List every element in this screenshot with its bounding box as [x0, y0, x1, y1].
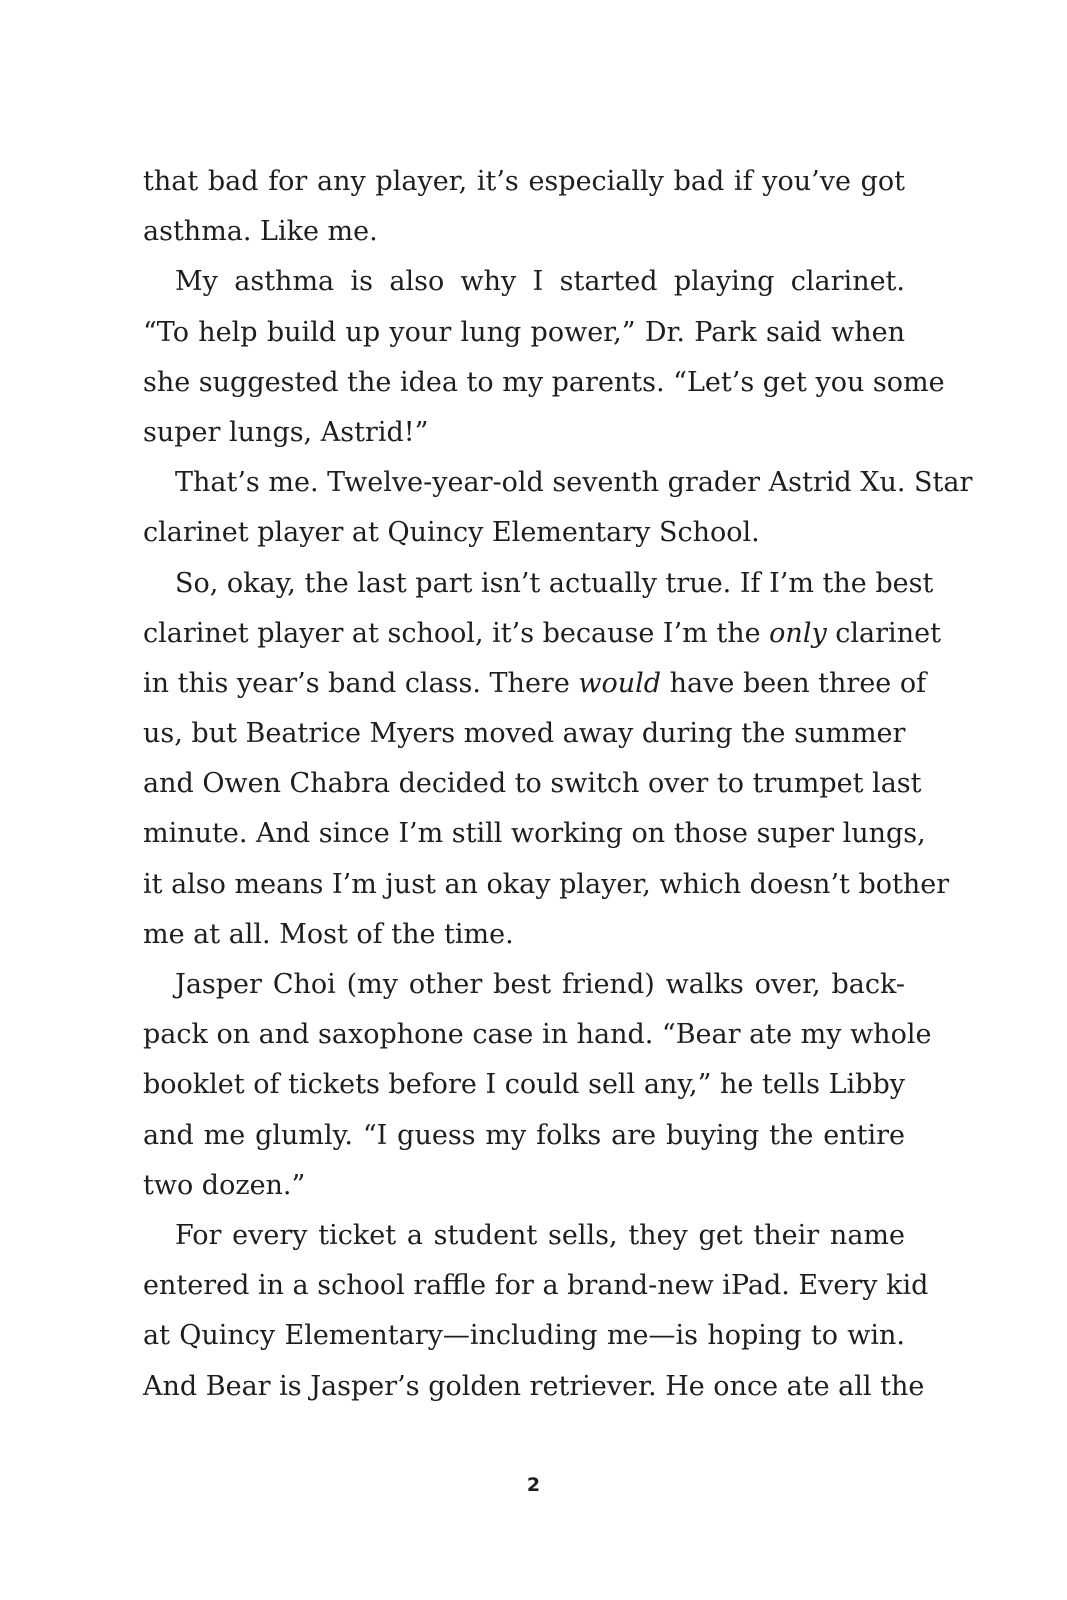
- text-line: And Bear is Jasper’s golden retriever. He once ate all the: [143, 1370, 925, 1402]
- text-line: asthma. Like me.: [143, 216, 378, 248]
- text-segment: in this year’s band class. There: [143, 667, 579, 699]
- text-segment: clarinet: [826, 617, 941, 649]
- text-line: that bad for any player, it’s especially bad if you’ve got: [143, 166, 905, 197]
- text-line: minute. And since I’m still working on those super lungs,: [143, 818, 926, 850]
- page-number: 2: [526, 1474, 541, 1496]
- text-line: [143, 659, 927, 709]
- text-line: it also means I’m just an okay player, which doesn’t bother: [143, 868, 950, 900]
- text-line: booklet of tickets before I could sell any,” he tells Libby: [143, 1069, 905, 1101]
- text-line: So, okay, the last part isn’t actually true. If I’m the best: [175, 567, 934, 599]
- text-line: two dozen.”: [143, 1169, 306, 1201]
- text-line: My asthma is also why I started playing clarinet.: [175, 266, 905, 298]
- text-line: us, but Beatrice Myers moved away during the summer: [143, 718, 906, 750]
- text-line: and me glumly. “I guess my folks are buying the entire: [143, 1119, 905, 1151]
- italic-text: only: [769, 617, 827, 649]
- text-segment: have been three of: [661, 667, 927, 699]
- text-line: super lungs, Astrid!”: [143, 416, 429, 448]
- text-segment: clarinet player at school, it’s because I’m the: [143, 617, 770, 649]
- text-line: “To help build up your lung power,” Dr. Park said when: [143, 316, 905, 348]
- text-line: For every ticket a student sells, they get their name: [175, 1219, 905, 1251]
- text-line: me at all. Most of the time.: [143, 918, 514, 950]
- text-line: she suggested the idea to my parents. “Let’s get you some: [143, 366, 945, 398]
- text-line: [143, 609, 941, 659]
- body-text: [143, 157, 973, 1412]
- italic-text: would: [578, 667, 662, 699]
- text-line: That’s me. Twelve-year-old seventh grader Astrid Xu. Star: [175, 467, 973, 499]
- text-line: at Quincy Elementary—including me—is hoping to win.: [143, 1320, 905, 1352]
- text-line: and Owen Chabra decided to switch over to trumpet last: [143, 768, 922, 800]
- text-line: pack on and saxophone case in hand. “Bear ate my whole: [143, 1019, 932, 1051]
- text-line: Jasper Choi (my other best friend) walks over, back-: [175, 969, 905, 1000]
- text-line: entered in a school raffle for a brand-new iPad. Every kid: [143, 1270, 929, 1302]
- text-line: clarinet player at Quincy Elementary School.: [143, 517, 760, 549]
